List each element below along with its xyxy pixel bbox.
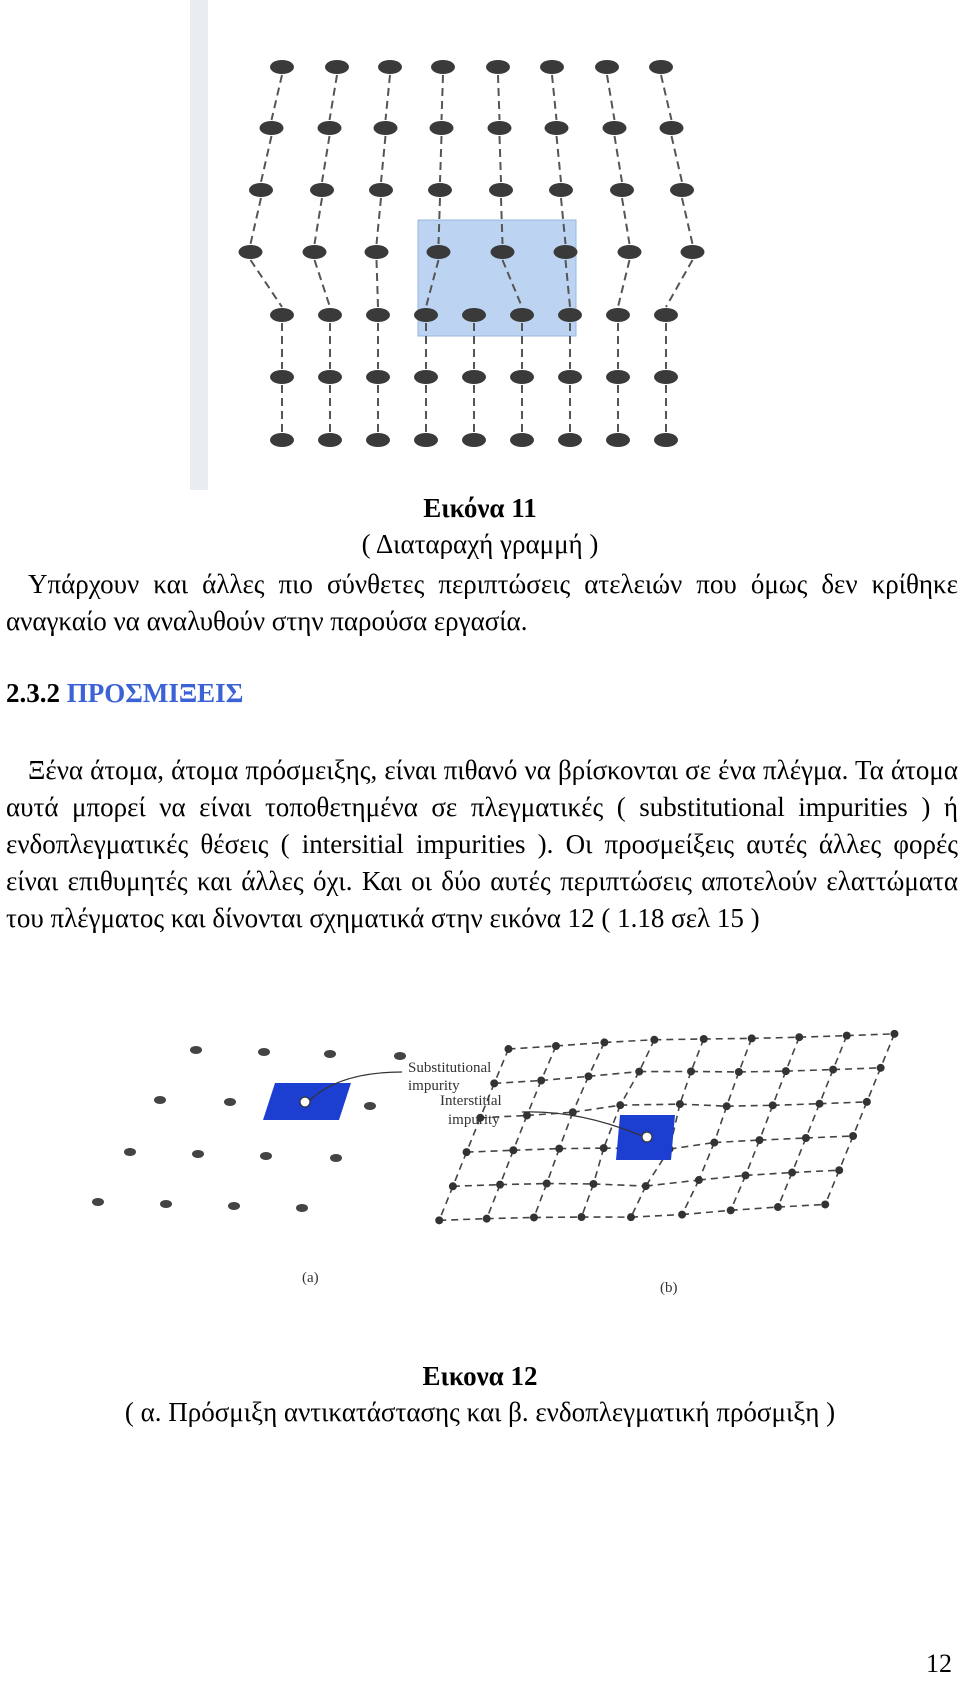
lattice-atom xyxy=(606,370,630,384)
figure-11-title: Εικόνα 11 xyxy=(423,493,537,523)
lattice-bond xyxy=(261,136,272,182)
lattice-atom xyxy=(606,433,630,447)
figure-12-caption xyxy=(0,1358,960,1430)
grid-bond xyxy=(704,1038,752,1039)
lattice-atom xyxy=(462,308,486,322)
grid-bond xyxy=(556,1042,604,1046)
lattice-bond xyxy=(322,136,330,182)
lattice-bond xyxy=(552,75,557,120)
lattice-bond xyxy=(682,198,693,244)
lattice-atom xyxy=(603,121,627,135)
grid-atom xyxy=(509,1146,517,1154)
section-heading xyxy=(6,678,243,709)
grid-atom xyxy=(463,1148,471,1156)
lattice-bond xyxy=(386,75,391,120)
lattice-atom xyxy=(654,308,678,322)
lattice-atom xyxy=(249,183,273,197)
grid-bond xyxy=(820,1070,834,1104)
grid-bond xyxy=(792,1170,839,1172)
lattice-atom xyxy=(310,183,334,197)
lattice-atom xyxy=(318,370,342,384)
grid-bond xyxy=(739,1071,786,1072)
grid-atom xyxy=(700,1035,708,1043)
grid-atom xyxy=(748,1034,756,1042)
grid-atom xyxy=(843,1032,851,1040)
lattice-atom xyxy=(554,245,578,259)
lattice-atom xyxy=(374,121,398,135)
grid-bond xyxy=(593,1148,603,1184)
lattice-atom xyxy=(430,121,454,135)
grid-bond xyxy=(773,1071,786,1105)
lattice-atom xyxy=(486,60,510,74)
grid-atom xyxy=(490,1079,498,1087)
grid-bond xyxy=(467,1150,514,1152)
lattice-bond xyxy=(607,75,615,120)
paragraph-1-text: Υπάρχουν και άλλες πιο σύνθετες περιπτώσεις ατελειών που όμως δεν κρίθηκε αναγκαίο να αναλυθούν στην παρούσα εργασία. xyxy=(6,569,958,636)
figure-12-subtitle: ( α. Πρόσμιξη αντικατάστασης και β. ενδοπλεγματική πρόσμιξη ) xyxy=(124,1397,836,1427)
lattice-atom xyxy=(649,60,673,74)
grid-atom xyxy=(816,1100,824,1108)
section-title: ΠΡΟΣΜΙΞΕΙΣ xyxy=(66,678,244,708)
lattice-atom xyxy=(270,370,294,384)
lattice-atom xyxy=(270,433,294,447)
grid-bond xyxy=(833,1068,881,1070)
lattice-bond xyxy=(666,260,693,307)
grid-bond xyxy=(439,1186,453,1220)
lattice-atom xyxy=(660,121,684,135)
lattice-atom xyxy=(431,60,455,74)
lattice-atom xyxy=(325,60,349,74)
lattice-atom xyxy=(489,183,513,197)
lattice-bond xyxy=(618,260,630,307)
grid-bond xyxy=(631,1186,646,1217)
grid-atom xyxy=(504,1045,512,1053)
grid-bond xyxy=(559,1112,573,1148)
lattice-atom xyxy=(558,370,582,384)
grid-bond xyxy=(806,1104,820,1138)
lattice-bond xyxy=(377,260,379,307)
lattice-bond xyxy=(440,136,442,182)
grid-atom xyxy=(537,1076,545,1084)
grid-bond xyxy=(541,1076,588,1080)
grid-atom xyxy=(756,1136,764,1144)
lattice-atom xyxy=(365,245,389,259)
lattice-bond xyxy=(330,75,338,120)
grid-atom xyxy=(802,1134,810,1142)
grid-bond xyxy=(541,1046,556,1081)
grid-bond xyxy=(699,1175,746,1180)
lattice-atom xyxy=(549,183,573,197)
lattice-atom xyxy=(366,433,390,447)
paragraph-2 xyxy=(6,752,958,937)
grid-atom xyxy=(552,1042,560,1050)
grid-bond xyxy=(513,1149,559,1151)
lattice-atom xyxy=(318,121,342,135)
grid-bond xyxy=(739,1038,752,1072)
grid-atom xyxy=(710,1139,718,1147)
grid-atom xyxy=(835,1166,843,1174)
lattice-atom xyxy=(366,308,390,322)
lattice-atom xyxy=(558,308,582,322)
substitutional-label-line1: Substitutional xyxy=(408,1060,492,1076)
lattice-atom xyxy=(510,433,534,447)
grid-bond xyxy=(604,1040,654,1043)
grid-bond xyxy=(573,1105,620,1112)
figure-12-title: Εικονα 12 xyxy=(422,1361,538,1391)
grid-atom xyxy=(627,1213,635,1221)
grid-bond xyxy=(760,1138,806,1140)
lattice-atom xyxy=(510,308,534,322)
grid-bond xyxy=(620,1072,639,1106)
grid-bond xyxy=(534,1184,547,1218)
lattice-atom xyxy=(462,433,486,447)
lattice-atom xyxy=(545,121,569,135)
grid-atom xyxy=(676,1100,684,1108)
grid-bond xyxy=(453,1152,467,1186)
grid-atom xyxy=(435,1216,443,1224)
paragraph-1 xyxy=(6,566,958,640)
grid-bond xyxy=(494,1080,541,1083)
grid-bond xyxy=(833,1036,847,1070)
page-number: 12 xyxy=(926,1649,952,1678)
grid-bond xyxy=(839,1136,853,1170)
panel-b-label: (b) xyxy=(660,1280,678,1296)
grid-atom xyxy=(735,1068,743,1076)
grid-atom xyxy=(829,1066,837,1074)
substitutional-atom-icon xyxy=(300,1097,310,1107)
lattice-atom xyxy=(670,183,694,197)
lattice-atom xyxy=(318,433,342,447)
lattice-atom xyxy=(428,183,452,197)
grid-atom xyxy=(635,1068,643,1076)
grid-atom xyxy=(774,1203,782,1211)
lattice-atom xyxy=(540,60,564,74)
grid-bond xyxy=(453,1185,500,1187)
grid-atom xyxy=(863,1098,871,1106)
grid-bond xyxy=(778,1173,792,1208)
grid-bond xyxy=(731,1175,746,1210)
lattice-atom xyxy=(618,245,642,259)
lattice-bond xyxy=(500,136,502,182)
grid-atom xyxy=(727,1206,735,1214)
grid-atom xyxy=(530,1213,538,1221)
lattice-bond xyxy=(377,198,382,244)
grid-bond xyxy=(487,1217,534,1218)
lattice-atom xyxy=(303,245,327,259)
grid-bond xyxy=(778,1204,825,1207)
grid-atom xyxy=(723,1102,731,1110)
lattice-atom xyxy=(606,308,630,322)
lattice-atom xyxy=(654,370,678,384)
grid-bond xyxy=(881,1034,895,1068)
grid-bond xyxy=(806,1136,853,1138)
grid-atom xyxy=(642,1182,650,1190)
lattice-atom xyxy=(654,433,678,447)
interstitial-atom-icon xyxy=(642,1132,652,1142)
lattice-atom xyxy=(260,121,284,135)
lattice-atom xyxy=(558,433,582,447)
grid-bond xyxy=(646,1180,699,1186)
grid-bond xyxy=(825,1170,839,1204)
grid-bond xyxy=(582,1184,594,1217)
grid-bond xyxy=(867,1068,881,1102)
lattice-bond xyxy=(442,75,444,120)
grid-bond xyxy=(847,1034,895,1036)
grid-bond xyxy=(439,1219,486,1221)
lattice-atom xyxy=(414,433,438,447)
grid-bond xyxy=(494,1049,508,1083)
lattice-atom xyxy=(239,245,263,259)
grid-bond xyxy=(631,1215,682,1218)
lattice-bond xyxy=(615,136,623,182)
panel-a-label: (a) xyxy=(302,1270,319,1286)
grid-bond xyxy=(760,1105,773,1140)
grid-atom xyxy=(695,1176,703,1184)
lattice-atom xyxy=(414,308,438,322)
grid-bond xyxy=(588,1072,639,1077)
grid-atom xyxy=(821,1200,829,1208)
figure-11-caption xyxy=(0,490,960,562)
grid-bond xyxy=(547,1149,560,1184)
grid-bond xyxy=(714,1106,726,1142)
grid-bond xyxy=(799,1036,847,1038)
lattice-atom xyxy=(414,370,438,384)
section-number: 2.3.2 xyxy=(6,678,60,708)
lattice-atom xyxy=(681,245,705,259)
grid-atom xyxy=(795,1033,803,1041)
lattice-bond xyxy=(251,198,262,244)
grid-bond xyxy=(487,1185,500,1219)
grid-bond xyxy=(786,1037,799,1071)
lattice-atom xyxy=(427,245,451,259)
grid-atom xyxy=(543,1180,551,1188)
lattice-atom xyxy=(270,308,294,322)
lattice-atom xyxy=(491,245,515,259)
grid-bond xyxy=(527,1080,541,1115)
figure-11-subtitle: ( Διαταραχή γραμμή ) xyxy=(361,529,599,559)
lattice-atom xyxy=(369,183,393,197)
grid-atom xyxy=(483,1215,491,1223)
lattice-bond xyxy=(315,260,331,307)
grid-bond xyxy=(714,1140,759,1142)
lattice-bond xyxy=(622,198,630,244)
lattice-atom xyxy=(378,60,402,74)
grid-atom xyxy=(678,1211,686,1219)
lattice-bond xyxy=(251,260,283,307)
lattice-atom xyxy=(510,370,534,384)
grid-bond xyxy=(508,1046,556,1049)
grid-bond xyxy=(746,1140,760,1175)
scan-shadow xyxy=(190,0,208,490)
grid-bond xyxy=(500,1150,513,1184)
grid-bond xyxy=(752,1037,799,1038)
grid-atom xyxy=(687,1067,695,1075)
grid-bond xyxy=(620,1104,680,1105)
grid-bond xyxy=(669,1143,714,1150)
lattice-bond xyxy=(315,198,323,244)
lattice-atom xyxy=(610,183,634,197)
grid-atom xyxy=(650,1036,658,1044)
grid-bond xyxy=(853,1102,867,1136)
grid-atom xyxy=(578,1213,586,1221)
grid-atom xyxy=(584,1072,592,1080)
lattice-atom xyxy=(462,370,486,384)
grid-atom xyxy=(496,1181,504,1189)
interstitial-label-line2: impurity xyxy=(448,1112,500,1128)
grid-bond xyxy=(727,1105,773,1106)
grid-atom xyxy=(782,1067,790,1075)
lattice-bond xyxy=(381,136,386,182)
grid-bond xyxy=(699,1143,714,1181)
grid-bond xyxy=(639,1040,654,1072)
substitutional-label-line2: impurity xyxy=(408,1078,460,1094)
lattice-bond xyxy=(672,136,683,182)
lattice-atom xyxy=(595,60,619,74)
grid-bond xyxy=(682,1180,699,1215)
grid-atom xyxy=(600,1038,608,1046)
grid-bond xyxy=(500,1184,547,1185)
grid-bond xyxy=(513,1115,527,1150)
grid-bond xyxy=(680,1071,691,1104)
lattice-bond xyxy=(272,75,283,120)
lattice-atom xyxy=(318,308,342,322)
grid-bond xyxy=(654,1039,703,1040)
grid-atom xyxy=(742,1171,750,1179)
grid-bond xyxy=(792,1138,806,1173)
grid-bond xyxy=(731,1207,778,1210)
grid-bond xyxy=(593,1184,645,1186)
grid-bond xyxy=(680,1104,727,1106)
grid-bond xyxy=(820,1102,867,1104)
grid-atom xyxy=(555,1145,563,1153)
grid-atom xyxy=(600,1144,608,1152)
grid-atom xyxy=(616,1101,624,1109)
grid-bond xyxy=(691,1039,704,1071)
grid-bond xyxy=(727,1072,739,1106)
dislocation-highlight xyxy=(418,220,576,336)
edge-dislocation-figure xyxy=(190,0,730,490)
grid-bond xyxy=(786,1070,833,1072)
panel-a-atoms xyxy=(92,1046,406,1212)
lattice-bond xyxy=(498,75,500,120)
paragraph-2-text: Ξένα άτομα, άτομα πρόσμειξης, είναι πιθανό να βρίσκονται σε ένα πλέγμα. Τα άτομα αυτά μπορεί να είναι τοποθετημένα σε πλεγματικές ( substitutional impurities ) ή ενδοπλεγματικές θέσεις ( intersitial impurities ). Οι προσμείξεις αυτές άλλες φορές είναι επιθυμητές και άλλες όχι. Και οι δύο αυτές περιπτώσεις αποτελούν ελαττώματα του πλέγματος και δίνονται σχηματικά στην εικόνα 12 ( 1.18 σελ 15 ) xyxy=(6,755,958,933)
grid-bond xyxy=(773,1104,820,1106)
lattice-atom xyxy=(366,370,390,384)
lattice-atom xyxy=(488,121,512,135)
grid-atom xyxy=(849,1132,857,1140)
lattice-atom xyxy=(270,60,294,74)
grid-bond xyxy=(588,1042,604,1076)
lattice-bond xyxy=(557,136,562,182)
interstitial-label-line1: Interstitial xyxy=(440,1093,502,1109)
grid-atom xyxy=(589,1180,597,1188)
grid-atom xyxy=(877,1064,885,1072)
lattice-bond xyxy=(661,75,672,120)
grid-atom xyxy=(769,1101,777,1109)
grid-atom xyxy=(788,1169,796,1177)
grid-bond xyxy=(573,1076,589,1112)
grid-bond xyxy=(746,1173,793,1176)
impurities-figure xyxy=(80,1030,920,1340)
grid-bond xyxy=(682,1210,731,1214)
grid-atom xyxy=(890,1030,898,1038)
grid-atom xyxy=(449,1182,457,1190)
grid-atom xyxy=(523,1111,531,1119)
